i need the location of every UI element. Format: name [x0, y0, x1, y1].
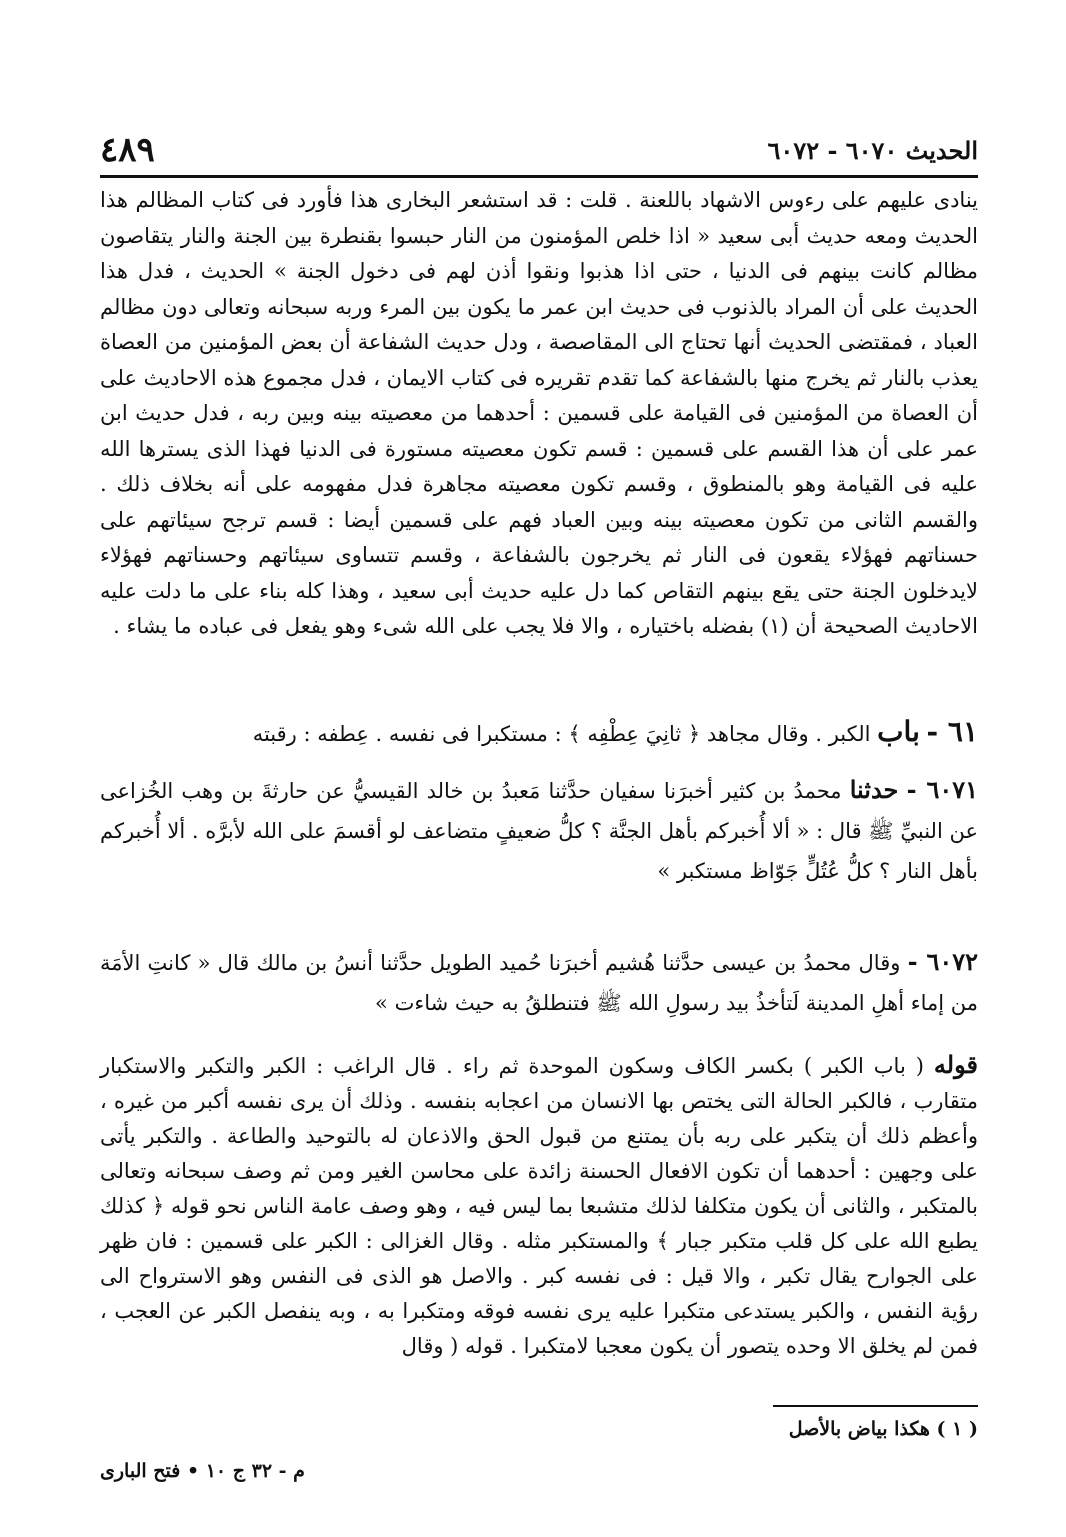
chapter-title: الكبر . وقال مجاهد ﴿ ثانِيَ عِطْفِه ﴾ : مستكبرا فى نفسه . عِطفه : رقبته — [252, 722, 871, 746]
commentary-lead: قوله — [933, 1050, 978, 1079]
chapter-number: ٦١ - — [926, 715, 978, 748]
chapter-bab-word: باب — [877, 715, 920, 748]
commentary — [100, 1047, 978, 1364]
footnote-divider — [773, 1405, 978, 1407]
hadith-6071 — [100, 770, 978, 891]
running-title: الحديث ٦٠٧٠ - ٦٠٧٢ — [767, 135, 978, 165]
commentary-text: ( باب الكبر ) بكسر الكاف وسكون الموحدة ثم راء . قال الراغب : الكبر والتكبر والاستكبار متقارب ، فالكبر الحالة التى يختص بها الانسان من اعجابه بنفسه . وذلك أن يرى نفسه أكبر من غيره ، وأعظم ذلك أن يتكبر على ربه بأن يمتنع من قبول الحق والاذعان له بالتوحيد والطاعة . والتكبر يأتى على وجهين : أحدهما أن تكون الافعال الحسنة زائدة على محاسن الغير ومن ثم وصف سبحانه وتعالى بالمتكبر ، والثانى أن يكون متكلفا لذلك متشبعا بما ليس فيه ، وهو وصف عامة الناس نحو قوله ﴿ كذلك يطبع الله على كل قلب متكبر جبار ﴾ والمستكبر مثله . وقال الغزالى : الكبر على قسمين : فان ظهر على الجوارح يقال تكبر ، والا قيل : فى نفسه كبر . والاصل هو الذى فى النفس وهو الاسترواح الى رؤية النفس ، والكبر يستدعى متكبرا عليه يرى نفسه فوقه ومتكبرا به ، وبه ينفصل الكبر عن العجب ، فمن لم يخلق الا وحده يتصور أن يكون معجبا لامتكبرا . قوله ( وقال — [100, 1054, 978, 1358]
chapter-heading — [100, 714, 978, 752]
page-header — [100, 125, 978, 178]
hadith-number: ٦٠٧١ - — [906, 775, 978, 804]
intro-paragraph-text: ينادى عليهم على رءوس الاشهاد باللعنة . قلت : قد استشعر البخارى هذا فأورد فى كتاب المظالم هذا الحديث ومعه حديث أبى سعيد « اذا خلص المؤمنون من النار حبسوا بقنطرة بين الجنة والنار يتقاصون مظالم كانت بينهم فى الدنيا ، حتى اذا هذبوا ونقوا أذن لهم فى دخول الجنة » الحديث ، فدل هذا الحديث على أن المراد بالذنوب فى حديث ابن عمر ما يكون بين المرء وربه سبحانه وتعالى دون مظالم العباد ، فمقتضى الحديث أنها تحتاج الى المقاصصة ، ودل حديث الشفاعة أن بعض المؤمنين من العصاة يعذب بالنار ثم يخرج منها بالشفاعة كما تقدم تقريره فى كتاب الايمان ، فدل مجموع هذه الاحاديث على أن العصاة من المؤمنين فى القيامة على قسمين : أحدهما من معصيته بينه وبين ربه ، فدل حديث ابن عمر على أن هذا القسم على قسمين : قسم تكون معصيته مستورة فى الدنيا فهذا الذى يسترها الله عليه فى القيامة وهو بالمنطوق ، وقسم تكون معصيته مجاهرة فدل مفهومه على أنه بخلاف ذلك . والقسم الثانى من تكون معصيته بينه وبين العباد فهم على قسمين أيضا : قسم ترجح سيئاتهم على حسناتهم فهؤلاء يقعون فى النار ثم يخرجون بالشفاعة ، وقسم تتساوى سيئاتهم وحسناتهم فهؤلاء لايدخلون الجنة حتى يقع بينهم التقاص كما دل عليه حديث أبى سعيد ، وهذا كله بناء على ما دلت عليه الاحاديث الصحيحة أن (١) بفضله باختياره ، والا فلا يجب على الله شىء وهو يفعل فى عباده ما يشاء . — [100, 188, 978, 638]
page-number: ٤٨٩ — [100, 130, 155, 170]
hadith-text: وقال محمدُ بن عيسى حدَّثنا هُشيم أخبرَنا حُميد الطويل حدَّثنا أنسُ بن مالك قال « كانتِ الأمَة من إماء أهلِ المدينة لَتأخذُ بيد رسولِ الله ﷺ فتنطلقُ به حيث شاءت » — [100, 951, 978, 1015]
printer-signature: م - ٣٢ ج ١٠ • فتح البارى — [100, 1460, 305, 1482]
intro-paragraph — [100, 183, 978, 645]
footnote: ( ١ ) هكذا بياض بالأصل — [788, 1418, 978, 1440]
hadith-text: محمدُ بن كثير أخبرَنا سفيان حدَّثنا مَعبدُ بن خالد القيسيُّ عن حارثةَ بن وهب الخُزاعى عن النبيِّ ﷺ قال : « ألا أُخبركم بأهل الجنَّة ؟ كلُّ ضعيفٍ متضاعف لو أقسمَ على الله لأبرَّه . ألا أُخبركم بأهل النار ؟ كلُّ عُتُلٍّ جَوّاظ مستكبر » — [100, 779, 978, 883]
hadith-number: ٦٠٧٢ - — [907, 947, 978, 976]
hadith-opening: حدثنا — [849, 775, 899, 804]
hadith-6072 — [100, 942, 978, 1023]
